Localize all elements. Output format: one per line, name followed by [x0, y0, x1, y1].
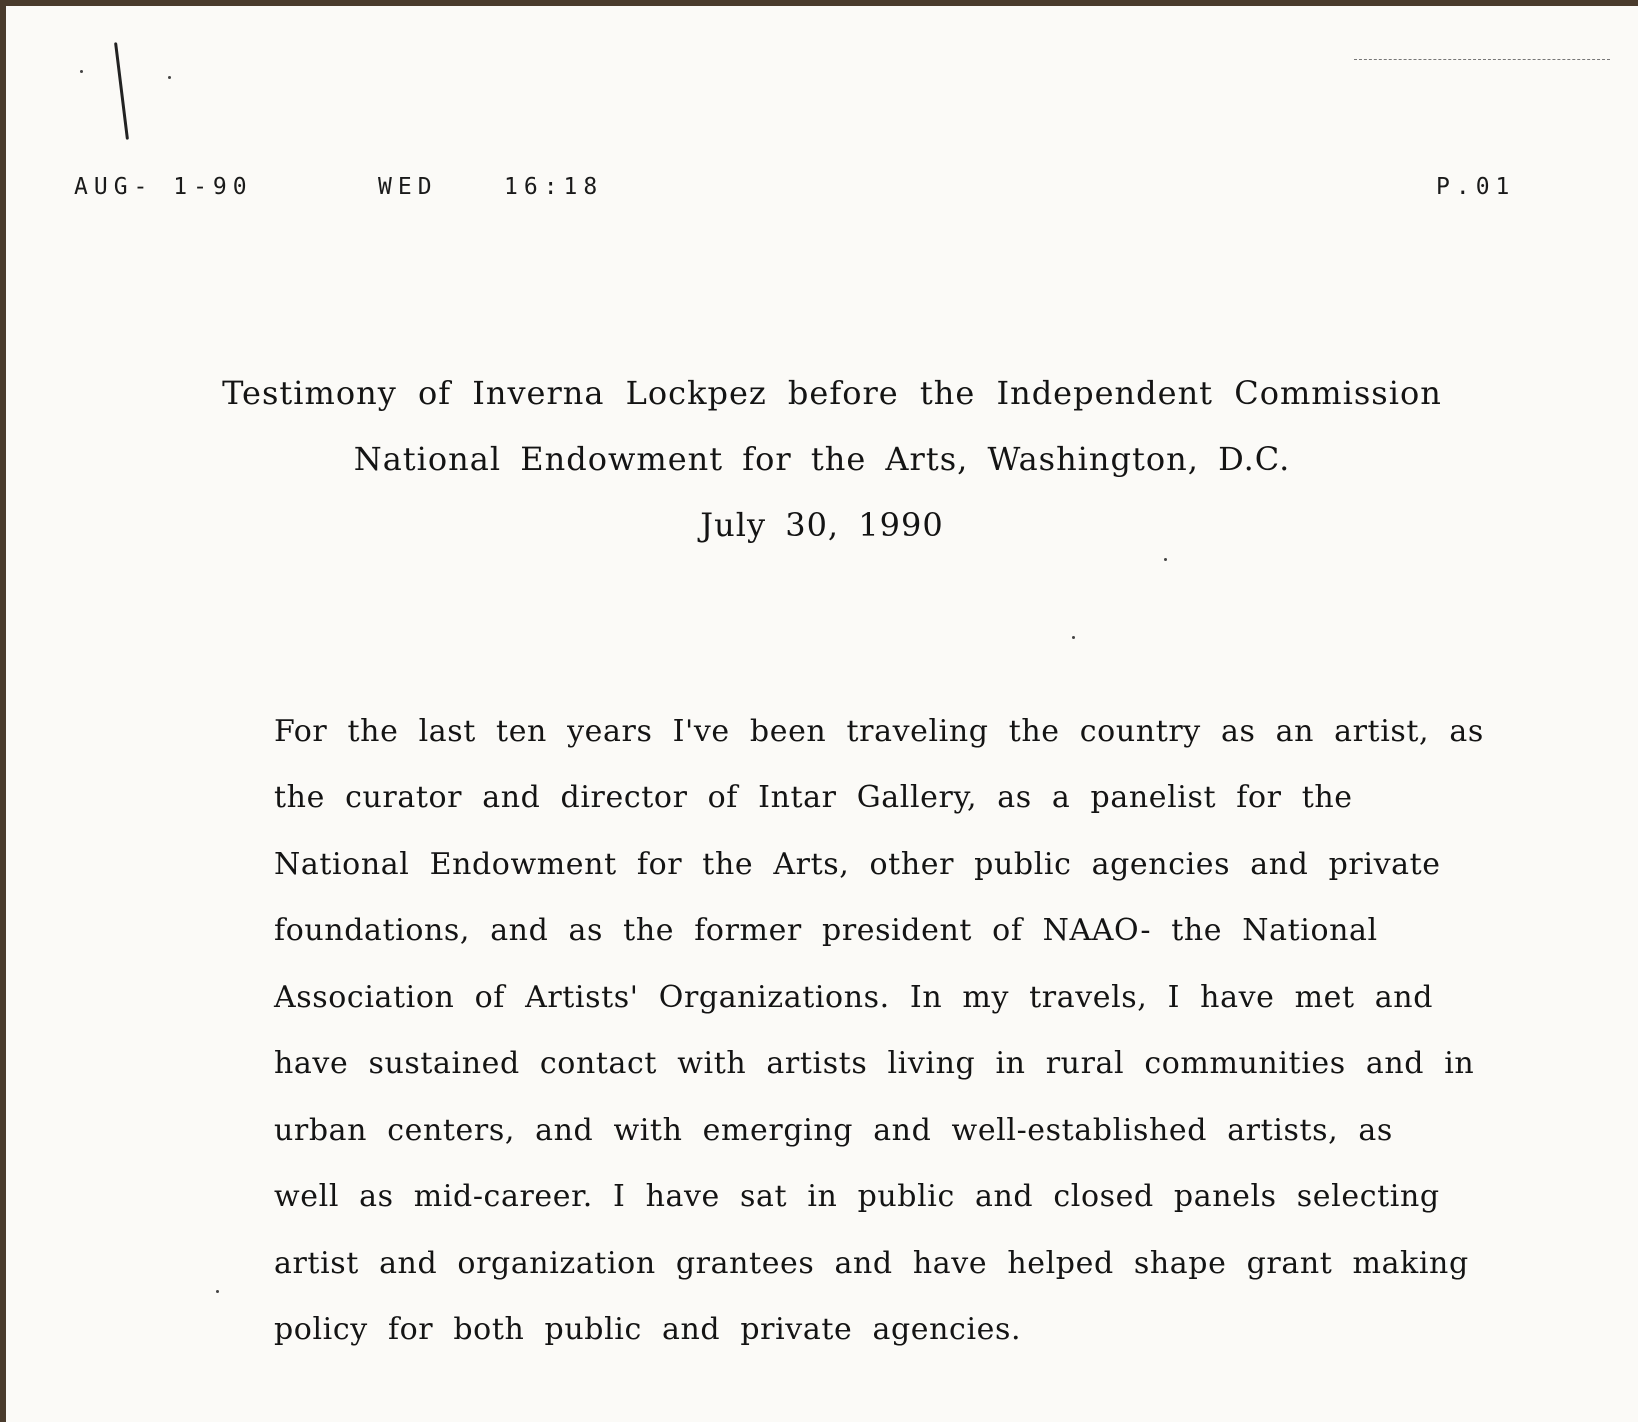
paragraph-line: policy for both public and private agencies. [274, 1312, 1022, 1347]
fax-trace-line [1354, 59, 1610, 60]
title-line-2: National Endowment for the Arts, Washington, D.C. [353, 440, 1291, 478]
ink-speck [1164, 558, 1167, 561]
ink-speck [168, 76, 171, 79]
paragraph-line: urban centers, and with emerging and well-established artists, as [274, 1113, 1393, 1148]
fax-transmission-header [6, 174, 1638, 204]
paragraph-line: artist and organization grantees and have helped shape grant making [274, 1246, 1469, 1281]
paragraph-line: the curator and director of Intar Gallery, as a panelist for the [274, 780, 1353, 815]
ink-speck [1072, 636, 1075, 639]
ink-speck [80, 70, 83, 73]
title-line-1: Testimony of Inverna Lockpez before the Independent Commission [222, 374, 1442, 412]
fax-page-number: P.01 [1436, 174, 1516, 200]
paragraph-line: National Endowment for the Arts, other public agencies and private [274, 847, 1441, 882]
fax-day: WED [378, 174, 438, 200]
paragraph-line: Association of Artists' Organizations. In my travels, I have met and [274, 980, 1434, 1015]
fax-date: AUG- 1-90 [74, 174, 253, 200]
staple-mark [114, 42, 129, 140]
paragraph-line: For the last ten years I've been traveling the country as an artist, as [274, 714, 1484, 749]
paragraph-line: have sustained contact with artists living in rural communities and in [274, 1046, 1475, 1081]
fax-time: 16:18 [504, 174, 604, 200]
paragraph-line: foundations, and as the former president of NAAO- the National [274, 913, 1378, 948]
ink-speck [216, 1290, 219, 1293]
title-date: July 30, 1990 [700, 506, 944, 544]
document-page [6, 6, 1638, 1422]
paragraph-line: well as mid-career. I have sat in public and closed panels selecting [274, 1179, 1440, 1214]
